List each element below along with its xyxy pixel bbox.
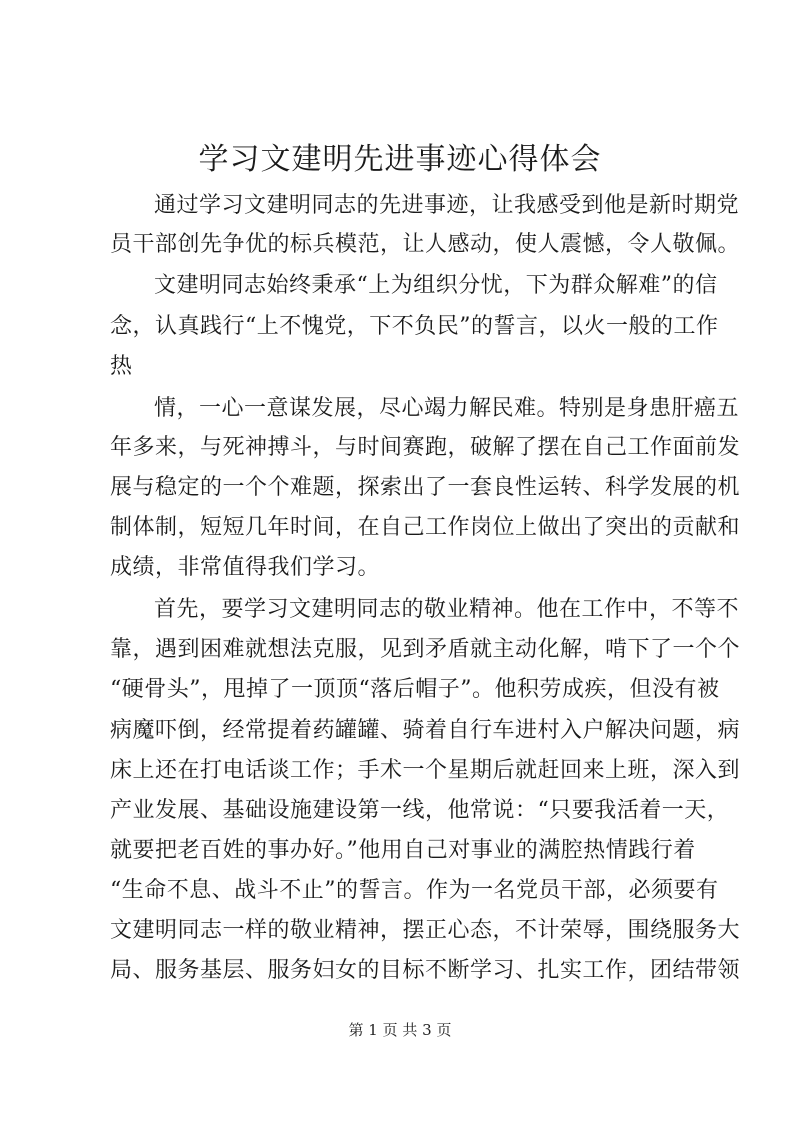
page-title: 学习文建明先进事迹心得体会	[198, 142, 602, 177]
body-line: 念，认真践行“上不愧党，下不负民”的誓言，以火一般的工作	[110, 314, 719, 339]
body-line: 情，一心一意谋发展，尽心竭力解民难。特别是身患肝癌五	[154, 396, 740, 421]
body-line: 文建明同志一样的敬业精神，摆正心态，不计荣辱，围绕服务大	[110, 918, 741, 943]
body-line: 成绩，非常值得我们学习。	[110, 555, 381, 580]
body-line: 员干部创先争优的标兵模范，让人感动，使人震憾，令人敬佩。	[110, 232, 741, 257]
page-number: 第 1 页 共 3 页	[348, 1021, 452, 1039]
body-line: 通过学习文建明同志的先进事迹，让我感受到他是新时期党	[154, 193, 740, 218]
body-line: 展与稳定的一个个难题，探索出了一套良性运转、科学发展的机	[110, 475, 741, 500]
body-line: 文建明同志始终秉承“上为组织分忧，下为群众解难”的信	[154, 273, 718, 298]
body-line: 产业发展、基础设施建设第一线，他常说：“只要我活着一天，	[110, 798, 730, 823]
body-line: 局、服务基层、服务妇女的目标不断学习、扎实工作，团结带领	[110, 958, 741, 983]
body-line: 制体制，短短几年时间，在自己工作岗位上做出了突出的贡献和	[110, 515, 741, 540]
body-line: 病魔吓倒，经常提着药罐罐、骑着自行车进村入户解决问题，病	[110, 718, 741, 743]
body-line: 热	[110, 354, 133, 379]
body-line: 就要把老百姓的事办好。”他用自己对事业的满腔热情践行着	[110, 838, 696, 863]
body-line: “生命不息、战斗不止”的誓言。作为一名党员干部，必须要有	[110, 878, 719, 903]
body-line: 床上还在打电话谈工作；手术一个星期后就赶回来上班，深入到	[110, 758, 741, 783]
body-line: 年多来，与死神搏斗，与时间赛跑，破解了摆在自己工作面前发	[110, 435, 741, 460]
body-line: 靠，遇到困难就想法克服，见到矛盾就主动化解，啃下了一个个	[110, 637, 741, 662]
body-line: 首先，要学习文建明同志的敬业精神。他在工作中，不等不	[154, 597, 740, 622]
body-line: “硬骨头”，甩掉了一顶顶“落后帽子”。他积劳成疾，但没有被	[110, 677, 720, 702]
